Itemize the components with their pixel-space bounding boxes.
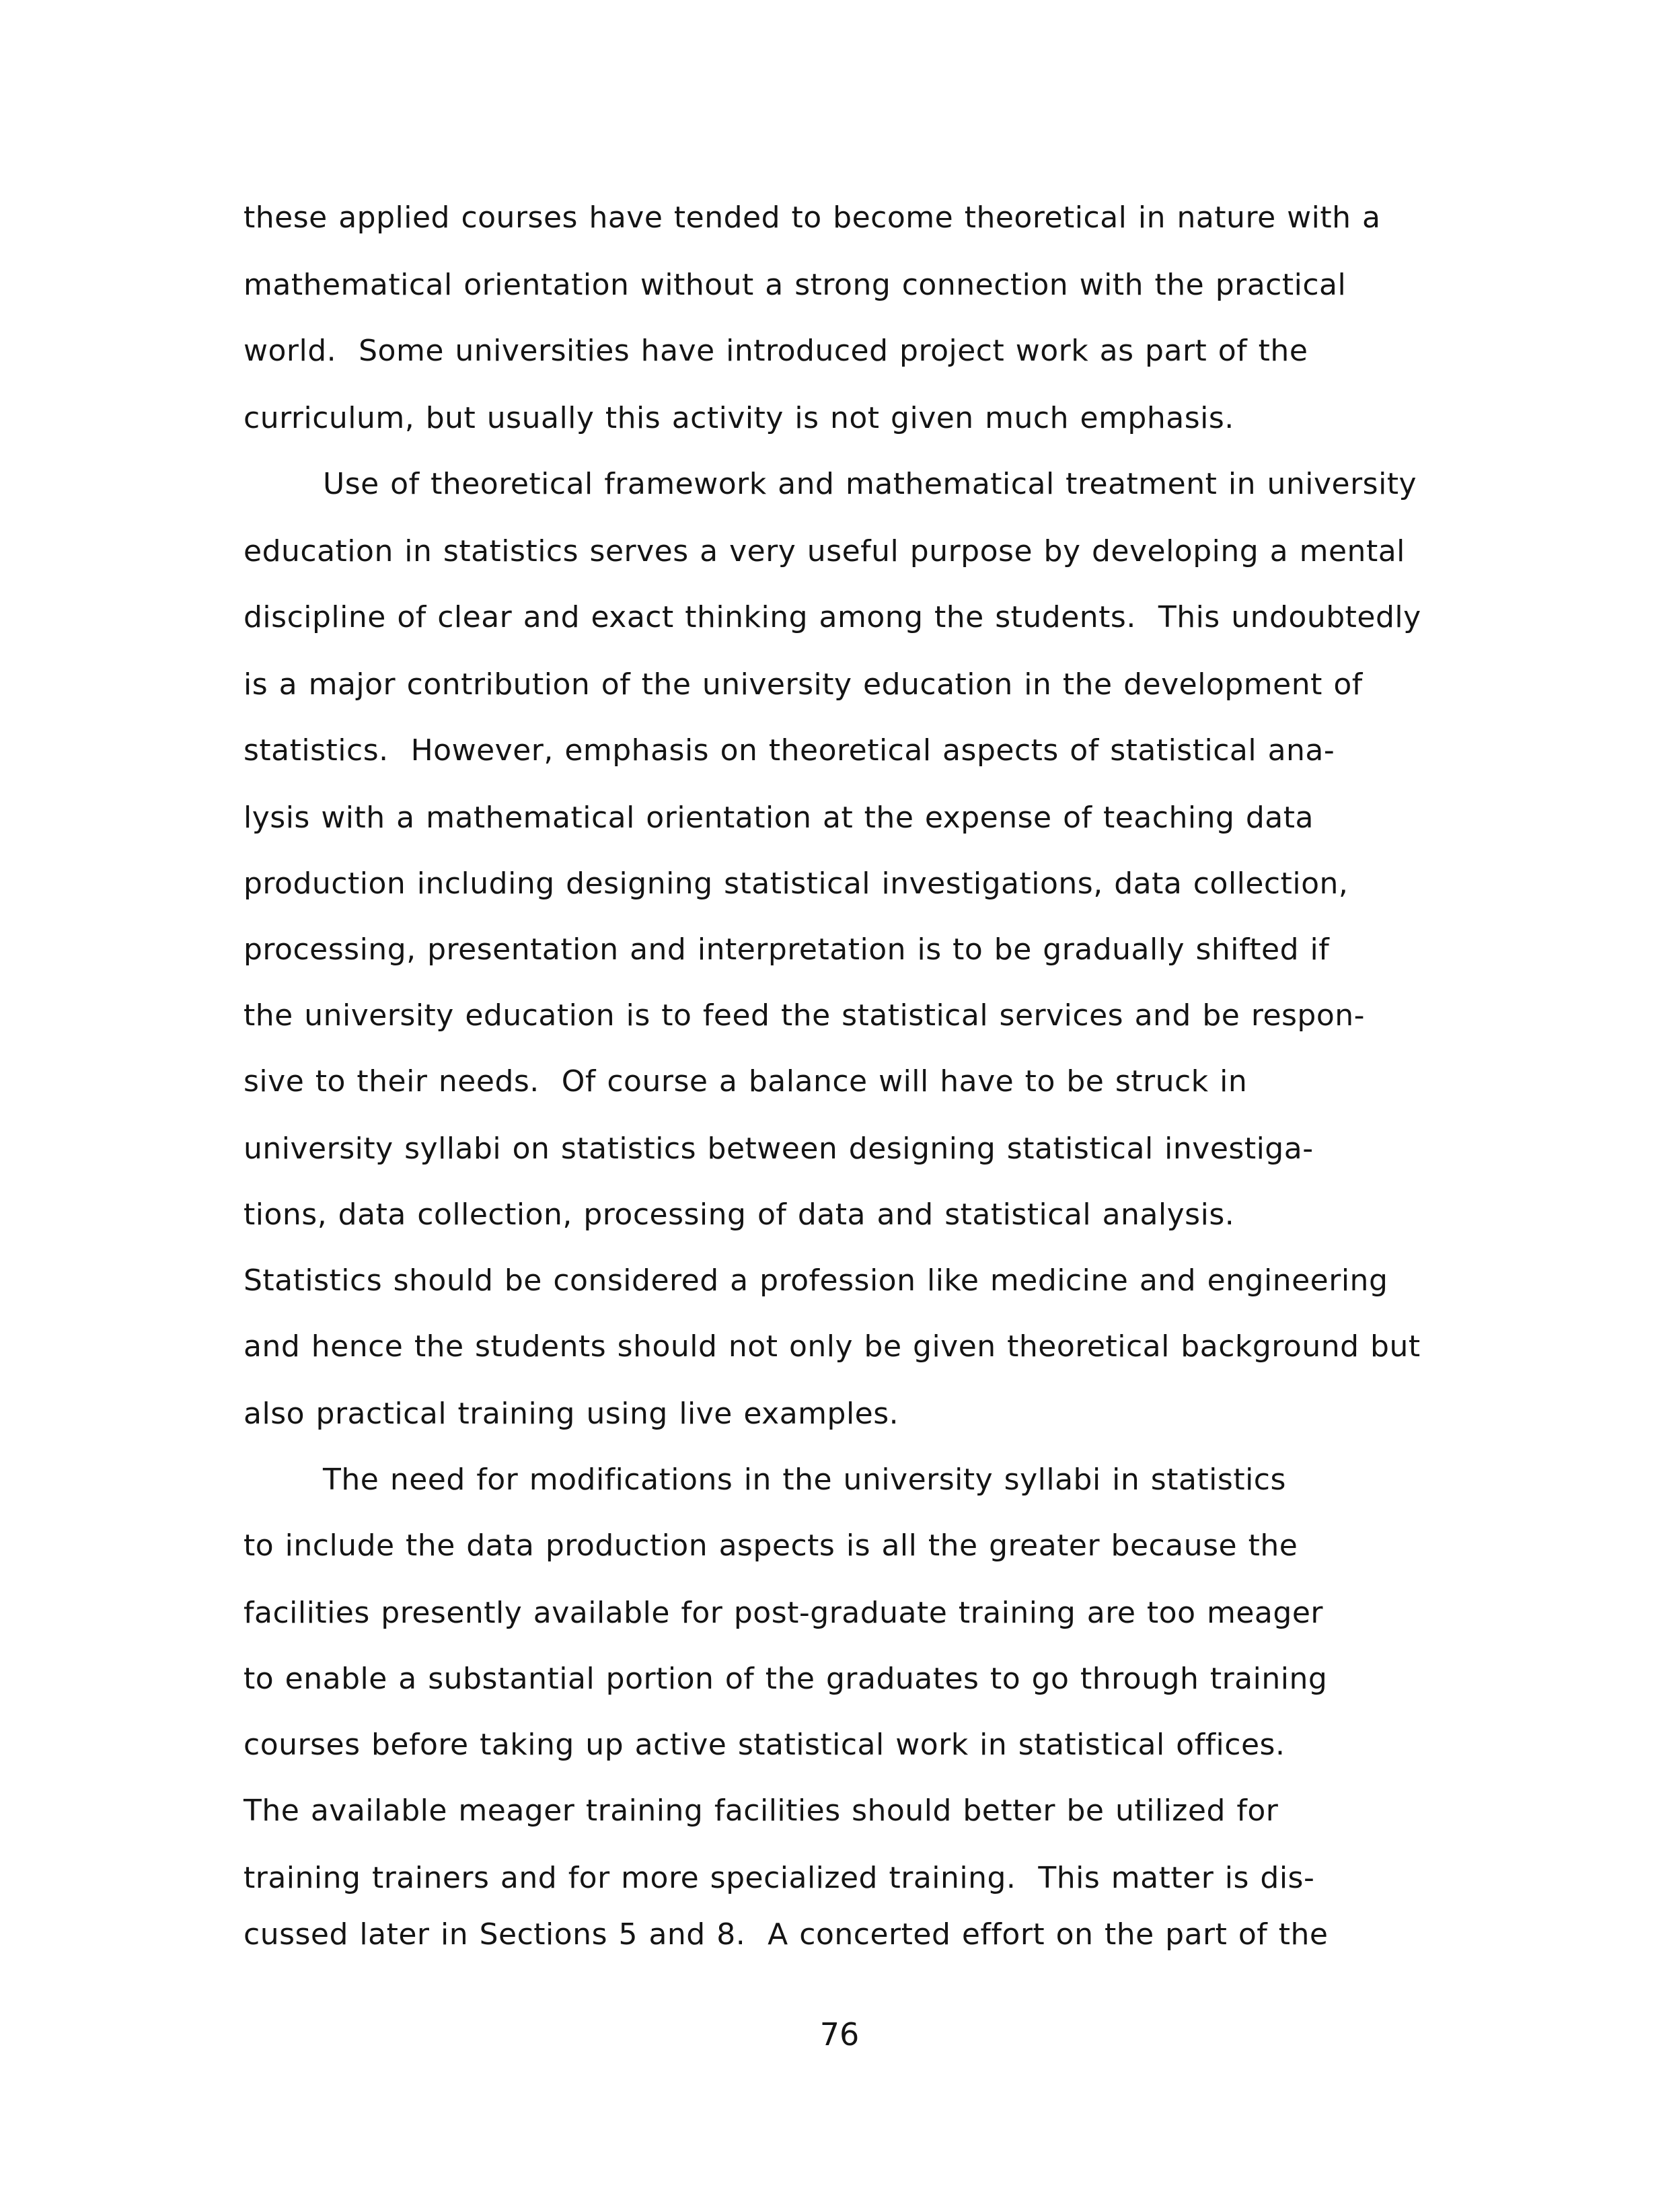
text-line: these applied courses have tended to become theoretical in nature with a (244, 200, 1381, 235)
text-line: cussed later in Sections 5 and 8. A concerted effort on the part of the (244, 1917, 1329, 1952)
text-line: is a major contribution of the university education in the development of (244, 667, 1363, 702)
text-line: tions, data collection, processing of data and statistical analysis. (244, 1197, 1235, 1232)
text-line: discipline of clear and exact thinking among the students. This undoubtedly (244, 600, 1421, 634)
text-line: lysis with a mathematical orientation at the expense of teaching data (244, 801, 1314, 835)
text-line: university syllabi on statistics between designing statistical investiga- (244, 1132, 1314, 1166)
text-line: to enable a substantial portion of the graduates to go through training (244, 1662, 1328, 1696)
text-line: The need for modifications in the university syllabi in statistics (323, 1463, 1286, 1497)
text-line: the university education is to feed the statistical services and be respon- (244, 998, 1366, 1033)
text-line: and hence the students should not only be given theoretical background but (244, 1329, 1421, 1364)
text-line: Use of theoretical framework and mathematical treatment in university (323, 467, 1417, 501)
text-line: The available meager training facilities should better be utilized for (244, 1794, 1279, 1828)
text-line: courses before taking up active statistical work in statistical offices. (244, 1728, 1285, 1762)
page-number: 76 (819, 2016, 860, 2053)
text-line: production including designing statistical investigations, data collection, (244, 867, 1349, 901)
text-line: processing, presentation and interpretation is to be gradually shifted if (244, 932, 1330, 967)
text-line: statistics. However, emphasis on theoretical aspects of statistical ana- (244, 733, 1335, 768)
text-line: to include the data production aspects is all the greater because the (244, 1528, 1298, 1563)
text-line: curriculum, but usually this activity is not given much emphasis. (244, 401, 1234, 435)
text-line: world. Some universities have introduced project work as part of the (244, 334, 1308, 368)
text-line: facilities presently available for post-graduate training are too meager (244, 1596, 1323, 1630)
text-line: mathematical orientation without a strong connection with the practical (244, 268, 1347, 302)
text-line: also practical training using live examples. (244, 1397, 899, 1431)
text-line: education in statistics serves a very useful purpose by developing a mental (244, 534, 1405, 568)
text-line: sive to their needs. Of course a balance will have to be struck in (244, 1064, 1248, 1099)
text-line: training trainers and for more specialized training. This matter is dis- (244, 1861, 1315, 1895)
text-line: Statistics should be considered a profession like medicine and engineering (244, 1263, 1388, 1298)
